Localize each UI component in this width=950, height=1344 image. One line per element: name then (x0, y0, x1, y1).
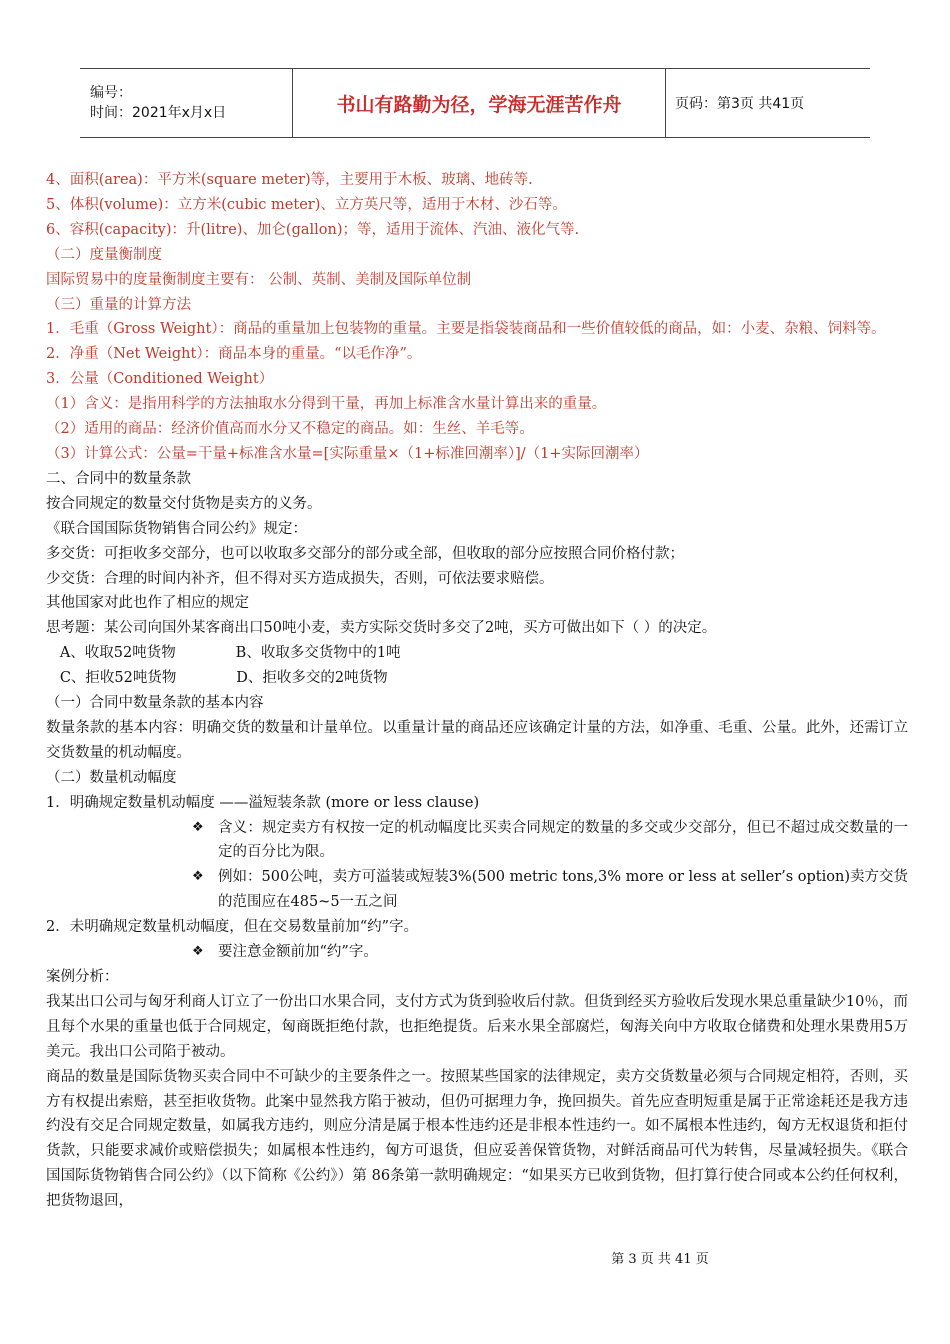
text-line: 6、容积(capacity)：升(litre)、加仑(gallon)；等，适用于流体、汽油、液化气等. (46, 221, 580, 238)
text-line: 5、体积(volume)：立方米(cubic meter)、立方英尺等，适用于木材、沙石等。 (46, 196, 567, 213)
text-line: 按合同规定的数量交付货物是卖方的义务。 (46, 495, 322, 512)
diamond-bullet-icon: ❖ (192, 944, 204, 960)
page-header (80, 68, 870, 138)
header-motto: 书山有路勤为径，学海无涯苦作舟 (293, 69, 666, 137)
text-line: 国际贸易中的度量衡制度主要有： 公制、英制、美制及国际单位制 (46, 271, 472, 288)
paragraph: 1．毛重（Gross Weight）：商品的重量加上包装物的重量。主要是指袋装商品和一些价值较低的商品，如：小麦、杂粮、饲料等。 (46, 321, 886, 338)
document-body (46, 168, 908, 1214)
header-page-number: 页码：第3页 共41页 (675, 96, 805, 112)
bullet-text: 含义：规定卖方有权按一定的机动幅度比买卖合同规定的数量的多交或少交部分，但已不超过成交数量的一定的百分比为限。 (218, 819, 908, 861)
diamond-bullet-icon: ❖ (192, 819, 204, 835)
paragraph: 商品的数量是国际货物买卖合同中不可缺少的主要条件之一。按照某些国家的法律规定，卖方交货数量必须与合同规定相符，否则，买方有权提出索赔，甚至拒收货物。此案中显然我方陷于被动，但仍可据理力争，挽回损失。首先应查明短重是属于正常途耗还是我方违约没有交足合同规定数量，如属我方违约，则应分清是属于根本性违约还是非根本性违约一。如不属根本性违约，匈方无权退货和拒付货款，只能要求减价或赔偿损失；如属根本性违约，匈方可退货，但应妥善保管货物，对鲜活商品可代为转售，尽量减轻损失。《联合国国际货物销售合同公约》（以下简称《公约》）第 86条第一款明确规定：“如果买方已收到货物，但打算行使合同或本公约任何权利，把货物退回， (46, 1068, 908, 1210)
answer-options: C、拒收52吨货物 D、拒收多交的2吨货物 (46, 670, 388, 687)
bullet-item (46, 865, 908, 915)
bullet-item (46, 816, 908, 866)
header-meta (80, 69, 293, 137)
text-line: 1．明确规定数量机动幅度 ——溢短装条款 (more or less clause) (46, 794, 480, 811)
document-number-label: 编号： (90, 85, 132, 101)
bullet-text: 要注意金额前加“约”字。 (218, 944, 378, 961)
page-footer: 第 3 页 共 41 页 (611, 1252, 709, 1267)
text-line: 2．净重（Net Weight）：商品本身的重量。“以毛作净”。 (46, 346, 422, 363)
text-line: （2）适用的商品：经济价值高而水分又不稳定的商品。如：生丝、羊毛等。 (46, 421, 534, 438)
answer-options: A、收取52吨货物 B、收取多交货物中的1吨 (46, 645, 401, 662)
bullet-item (46, 940, 908, 965)
section-heading: 二、合同中的数量条款 (46, 470, 191, 487)
text-line: 3．公量（Conditioned Weight） (46, 371, 274, 388)
question-line: 思考题：某公司向国外某客商出口50吨小麦，卖方实际交货时多交了2吨，买方可做出如下（ ）的决定。 (46, 620, 717, 637)
text-line: 2．未明确规定数量机动幅度，但在交易数量前加“约”字。 (46, 919, 419, 936)
paragraph: 数量条款的基本内容：明确交货的数量和计量单位。以重量计量的商品还应该确定计量的方法，如净重、毛重、公量。此外，还需订立交货数量的机动幅度。 (46, 719, 908, 761)
paragraph: 我某出口公司与匈牙利商人订立了一份出口水果合同，支付方式为货到验收后付款。但货到经买方验收后发现水果总重量缺少10％，而且每个水果的重量也低于合同规定，匈商既拒绝付款，也拒绝提货。后来水果全部腐烂，匈海关向中方收取仓储费和处理水果费用5万美元。我出口公司陷于被动。 (46, 993, 908, 1060)
text-line: （1）含义：是指用科学的方法抽取水分得到干量，再加上标准含水量计算出来的重量。 (46, 396, 607, 413)
diamond-bullet-icon: ❖ (192, 869, 204, 885)
document-time-label: 时间：2021年x月x日 (90, 105, 227, 121)
section-heading: （三）重量的计算方法 (46, 296, 191, 313)
section-heading: （一）合同中数量条款的基本内容 (46, 695, 264, 712)
text-line: 《联合国国际货物销售合同公约》规定： (46, 520, 307, 537)
section-heading: （二）数量机动幅度 (46, 769, 177, 786)
text-line: 多交货：可拒收多交部分，也可以收取多交部分的部分或全部，但收取的部分应按照合同价格付款； (46, 545, 684, 562)
text-line: 4、面积(area)：平方米(square meter)等，主要用于木板、玻璃、地砖等. (46, 172, 533, 188)
section-heading: 案例分析： (46, 969, 119, 985)
text-line: （3）计算公式：公量=干量+标准含水量=[实际重量×（1+标准回潮率）]/（1+实际回潮率） (46, 445, 649, 462)
section-heading: （二）度量衡制度 (46, 246, 162, 263)
bullet-text: 例如：500公吨，卖方可溢装或短装3%(500 metric tons,3% more or less at seller’s option)卖方交货的范围应在485~5一五之间 (218, 869, 908, 911)
text-line: 其他国家对此也作了相应的规定 (46, 595, 249, 612)
text-line: 少交货：合理的时间内补齐，但不得对买方造成损失，否则，可依法要求赔偿。 (46, 570, 554, 587)
